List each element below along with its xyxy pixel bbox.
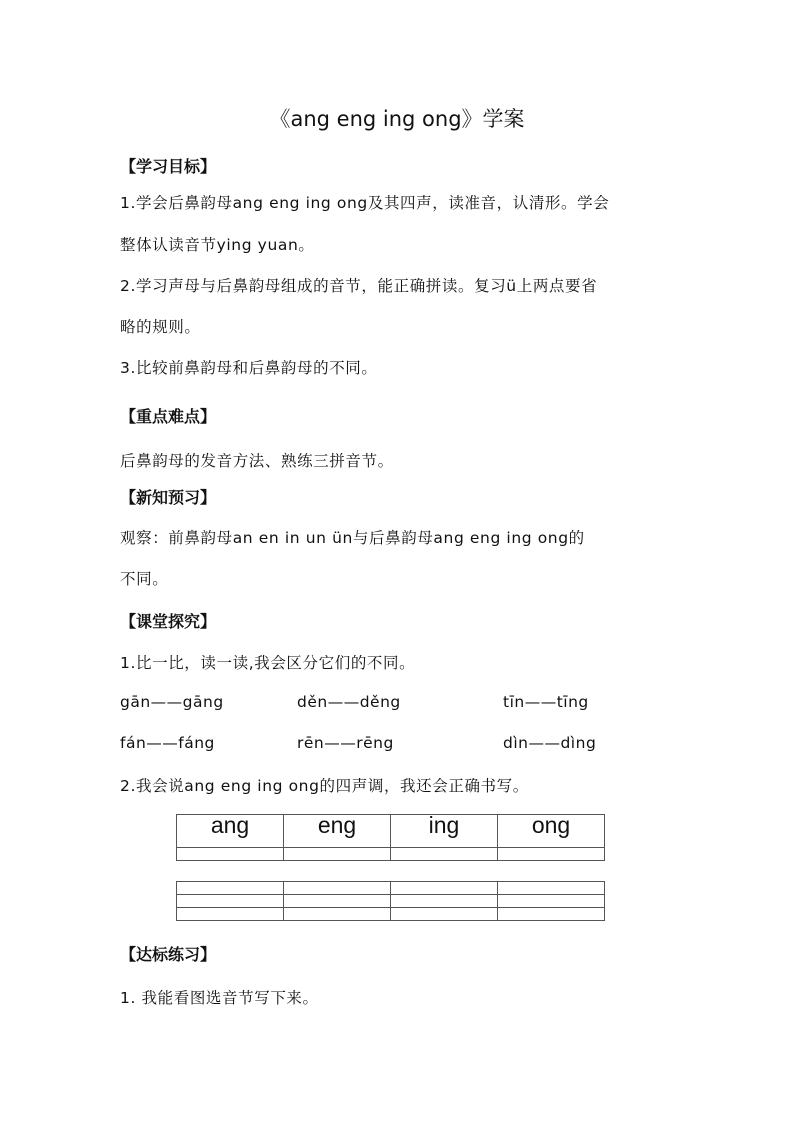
- page-title: 《ang eng ing ong》学案: [269, 107, 525, 131]
- writing-label: ing: [428, 812, 460, 838]
- pinyin-pair: gān——gāng: [120, 693, 224, 711]
- pinyin-pair: dìn——dìng: [503, 734, 597, 752]
- writing-label: ong: [531, 812, 571, 838]
- exploration-heading: 【课堂探究】: [120, 612, 217, 631]
- writing-cell[interactable]: [284, 812, 391, 848]
- writing-cell[interactable]: [284, 848, 391, 861]
- writing-label: ang: [210, 812, 250, 838]
- writing-cell[interactable]: [391, 882, 498, 895]
- writing-cell[interactable]: [284, 908, 391, 921]
- writing-cell[interactable]: [498, 812, 605, 848]
- writing-cell[interactable]: [177, 882, 284, 895]
- writing-cell[interactable]: [177, 812, 284, 848]
- writing-cell[interactable]: [177, 895, 284, 908]
- pinyin-pair: rēn——rēng: [297, 734, 394, 752]
- writing-cell[interactable]: [391, 812, 498, 848]
- writing-cell[interactable]: [284, 882, 391, 895]
- writing-cell[interactable]: [391, 848, 498, 861]
- objective-1-line-1: 1.学会后鼻韵母ang eng ing ong及其四声，读准音，认清形。学会: [120, 194, 610, 212]
- writing-cell[interactable]: [177, 848, 284, 861]
- writing-cell[interactable]: [391, 895, 498, 908]
- writing-cell[interactable]: [498, 908, 605, 921]
- pinyin-pair: děn——děng: [297, 693, 401, 711]
- writing-grid-labeled: [176, 814, 605, 861]
- preview-heading: 【新知预习】: [120, 488, 217, 507]
- writing-cell[interactable]: [177, 908, 284, 921]
- writing-cell[interactable]: [498, 882, 605, 895]
- objectives-heading: 【学习目标】: [120, 157, 217, 176]
- exploration-task-1: 1.比一比，读一读,我会区分它们的不同。: [120, 654, 416, 672]
- exploration-task-2: 2.我会说ang eng ing ong的四声调，我还会正确书写。: [120, 777, 529, 795]
- objective-2-line-1: 2.学习声母与后鼻韵母组成的音节，能正确拼读。复习ü上两点要省: [120, 277, 598, 295]
- key-points-heading: 【重点难点】: [120, 407, 217, 426]
- writing-cell[interactable]: [498, 848, 605, 861]
- practice-task-1: 1. 我能看图选音节写下来。: [120, 989, 319, 1007]
- preview-line-1: 观察：前鼻韵母an en in un ün与后鼻韵母ang eng ing ong的: [120, 529, 585, 547]
- writing-cell[interactable]: [391, 908, 498, 921]
- objective-1-line-2: 整体认读音节ying yuan。: [120, 236, 315, 254]
- practice-heading: 【达标练习】: [120, 945, 217, 964]
- key-points-text: 后鼻韵母的发音方法、熟练三拼音节。: [120, 452, 394, 470]
- writing-grid-blank: [176, 881, 605, 921]
- objective-3: 3.比较前鼻韵母和后鼻韵母的不同。: [120, 359, 378, 377]
- preview-line-2: 不同。: [120, 570, 169, 588]
- writing-cell[interactable]: [284, 895, 391, 908]
- pinyin-pair: tīn——tīng: [503, 693, 589, 711]
- objective-2-line-2: 略的规则。: [120, 318, 201, 336]
- writing-cell[interactable]: [498, 895, 605, 908]
- writing-label: eng: [317, 812, 357, 838]
- pinyin-pair: fán——fáng: [120, 734, 215, 752]
